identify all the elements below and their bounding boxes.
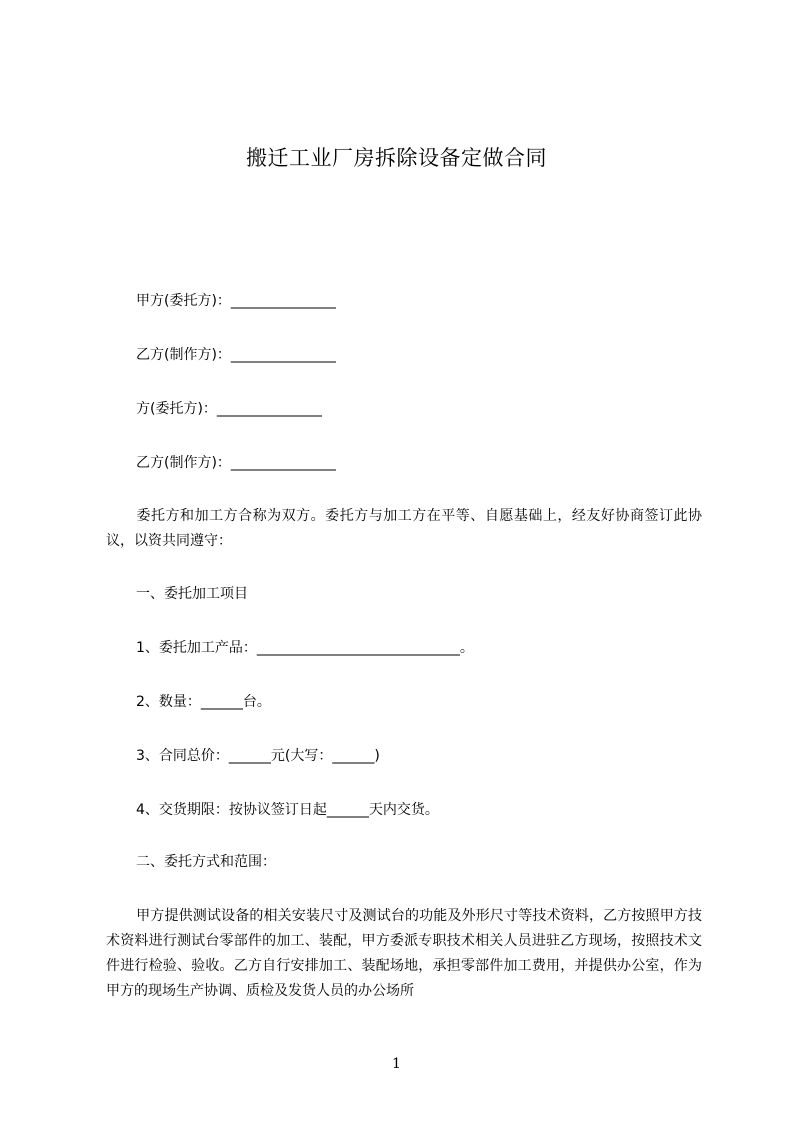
intro-text: 委托方和加工方合称为双方。委托方与加工方在平等、自愿基础上，经友好协商签订此协议，以资共同遵守： [106,508,702,549]
section-2-heading: 二、委托方式和范围： [136,854,276,870]
section-2-paragraph [106,904,702,1004]
document-title: 搬迁工业厂房拆除设备定做合同 [246,146,547,170]
item-total-price: 3、合同总价：______元(大写：______) [136,748,380,764]
party-b-line: 乙方(制作方)：_______________ [136,347,336,363]
party-a-repeat-line: 方(委托方)：_______________ [136,401,322,417]
section-1-heading: 一、委托加工项目 [136,586,248,602]
item-product: 1、委托加工产品：_____________________________。 [136,640,474,656]
item-delivery-term: 4、交货期限：按协议签订日起______天内交货。 [136,802,439,818]
section-2-text: 甲方提供测试设备的相关安装尺寸及测试台的功能及外形尺寸等技术资料，乙方按照甲方技术资料进行测试台零部件的加工、装配，甲方委派专职技术相关人员进驻乙方现场，按照技术文件进行检验、验收。乙方自行安排加工、装配场地，承担零部件加工费用，并提供办公室，作为甲方的现场生产协调、质检及发货人员的办公场所 [106,908,702,999]
item-quantity: 2、数量：______台。 [136,694,271,710]
party-b-repeat-line: 乙方(制作方)：_______________ [136,455,336,471]
page-number: 1 [392,1056,401,1072]
party-a-line: 甲方(委托方)：_______________ [136,293,336,309]
intro-paragraph [106,504,702,554]
